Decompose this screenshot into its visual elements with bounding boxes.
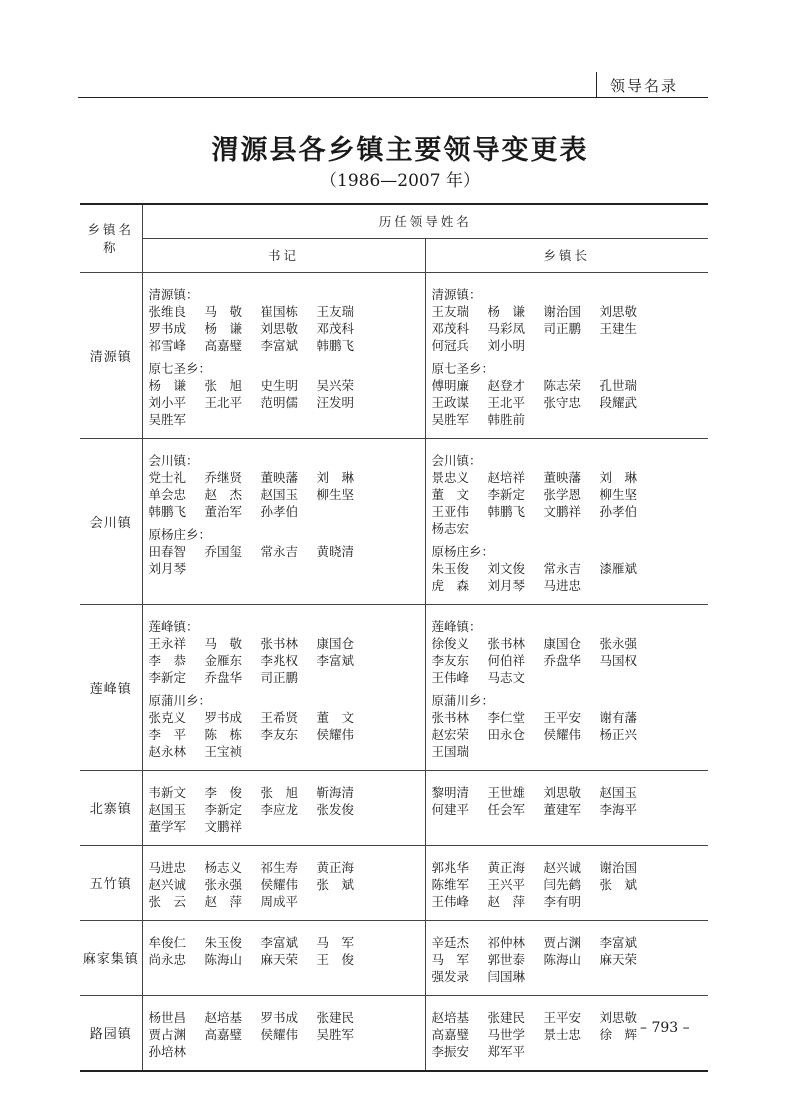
leader-name: 张 斌 xyxy=(316,876,355,892)
leader-name: 乔盘华 xyxy=(204,669,243,685)
leader-name: 高嘉璧 xyxy=(204,337,243,353)
leader-name: 闫国琳 xyxy=(487,968,526,984)
table-header-row xyxy=(80,204,708,238)
leader-name: 赵培基 xyxy=(204,1009,243,1025)
leader-name: 杨 谦 xyxy=(487,303,526,319)
leader-name: 刘小明 xyxy=(487,337,526,353)
leader-name: 张书林 xyxy=(431,709,470,725)
leader-name: 陈维军 xyxy=(431,876,470,892)
leader-name: 漆雁斌 xyxy=(599,560,638,576)
leader-name: 闫先鹤 xyxy=(543,876,582,892)
leader-name: 陈海山 xyxy=(543,951,582,967)
leader-name: 李 俊 xyxy=(204,784,243,800)
leader-name: 强发录 xyxy=(431,968,470,984)
name-list xyxy=(149,934,421,968)
leader-name: 王北平 xyxy=(487,394,526,410)
town-name: 五竹镇 xyxy=(80,845,142,920)
leader-name: 侯耀伟 xyxy=(543,726,582,742)
name-list xyxy=(149,1009,421,1060)
leader-name: 王友瑞 xyxy=(316,303,355,319)
leader-name: 董学军 xyxy=(148,818,187,834)
leader-name: 马 军 xyxy=(431,951,470,967)
town-name: 清源镇 xyxy=(80,272,142,438)
leader-name: 司正鹏 xyxy=(260,669,299,685)
mayor-cell xyxy=(425,604,708,770)
leader-name: 乔继贤 xyxy=(204,469,243,485)
leader-name: 王兴平 xyxy=(487,876,526,892)
leader-name: 傅明廉 xyxy=(431,377,470,393)
table-row xyxy=(80,770,708,845)
leader-name: 周成平 xyxy=(260,893,299,909)
name-group xyxy=(149,286,421,354)
leader-name: 赵永林 xyxy=(148,743,187,759)
name-list xyxy=(432,709,705,760)
leader-name: 王希贤 xyxy=(260,709,299,725)
leader-name: 黎明清 xyxy=(431,784,470,800)
leader-name: 王友瑞 xyxy=(431,303,470,319)
leader-name: 王伟峰 xyxy=(431,893,470,909)
name-group xyxy=(432,618,705,686)
name-group xyxy=(432,784,705,818)
leader-name: 单会忠 xyxy=(148,486,187,502)
mayor-cell xyxy=(425,438,708,604)
leader-name: 董映藩 xyxy=(260,469,299,485)
leader-name: 李新定 xyxy=(148,669,187,685)
leader-name: 赵兴诚 xyxy=(148,876,187,892)
leader-name: 张克义 xyxy=(148,709,187,725)
name-group xyxy=(432,452,705,537)
leader-name: 黄正海 xyxy=(316,859,355,875)
town-name: 路园镇 xyxy=(80,995,142,1071)
leader-name: 孙孝伯 xyxy=(599,503,638,519)
header-rule xyxy=(78,97,708,98)
leader-name: 马进忠 xyxy=(148,859,187,875)
leader-name: 康国仓 xyxy=(316,635,355,651)
leader-name: 谢有藩 xyxy=(599,709,638,725)
town-col-header: 乡镇名称 xyxy=(80,204,142,272)
name-list xyxy=(149,784,421,835)
leader-name: 刘思敬 xyxy=(599,303,638,319)
leader-name: 张永强 xyxy=(204,876,243,892)
name-list xyxy=(149,859,421,910)
name-list xyxy=(149,377,421,428)
leader-name: 邓茂科 xyxy=(431,320,470,336)
leader-name: 杨 谦 xyxy=(148,377,187,393)
leader-name: 郑军平 xyxy=(487,1043,526,1059)
leader-name: 李新定 xyxy=(204,801,243,817)
leader-name: 李富斌 xyxy=(316,652,355,668)
leader-name: 文鹏祥 xyxy=(543,503,582,519)
leader-name: 董 文 xyxy=(316,709,355,725)
table-row xyxy=(80,845,708,920)
leader-name: 吴胜军 xyxy=(316,1026,355,1042)
leader-name: 马 敬 xyxy=(204,303,243,319)
secretary-cell xyxy=(142,438,425,604)
leader-name: 罗书成 xyxy=(204,709,243,725)
leader-name: 李有明 xyxy=(543,893,582,909)
leader-name: 李富斌 xyxy=(599,934,638,950)
leader-name: 马 敬 xyxy=(204,635,243,651)
leader-name: 侯耀伟 xyxy=(316,726,355,742)
leader-name: 刘思敬 xyxy=(543,784,582,800)
leader-name: 张维良 xyxy=(148,303,187,319)
leader-name: 张 旭 xyxy=(204,377,243,393)
leader-name: 党士礼 xyxy=(148,469,187,485)
leader-name: 辛廷杰 xyxy=(431,934,470,950)
name-list xyxy=(432,934,705,985)
location-label: 原杨庄乡： xyxy=(431,543,495,559)
leader-name: 麻天荣 xyxy=(260,951,299,967)
leader-name: 王宝祯 xyxy=(204,743,243,759)
leader-name: 刘小平 xyxy=(148,394,187,410)
leader-name: 王平安 xyxy=(543,709,582,725)
town-name: 莲峰镇 xyxy=(80,604,142,770)
leader-name: 乔盘华 xyxy=(543,652,582,668)
leader-name: 赵培祥 xyxy=(487,469,526,485)
leader-name: 赵培基 xyxy=(431,1009,470,1025)
location-label: 莲峰镇： xyxy=(431,618,482,634)
page-number: – 793 – xyxy=(640,1020,690,1036)
name-list xyxy=(432,469,705,537)
page-title: 渭源县各乡镇主要领导变更表 xyxy=(211,135,589,166)
table-row xyxy=(80,438,708,604)
leader-name: 赵兴诚 xyxy=(543,859,582,875)
name-list xyxy=(432,560,705,594)
location-label: 清源镇： xyxy=(148,286,199,302)
leader-name: 韩鹏飞 xyxy=(487,503,526,519)
leader-name: 高嘉璧 xyxy=(431,1026,470,1042)
secretary-col-header: 书记 xyxy=(142,238,425,272)
leader-name: 李 恭 xyxy=(148,652,187,668)
leader-name: 李兆权 xyxy=(260,652,299,668)
leader-name: 杨 谦 xyxy=(204,320,243,336)
location-label: 会川镇： xyxy=(431,452,482,468)
leader-name: 董 文 xyxy=(431,486,470,502)
name-list xyxy=(432,859,705,910)
leader-name: 王亚伟 xyxy=(431,503,470,519)
leader-name: 李富斌 xyxy=(260,934,299,950)
leader-name: 高嘉璧 xyxy=(204,1026,243,1042)
leader-name: 麻天荣 xyxy=(599,951,638,967)
page-subtitle: （1986—2007 年） xyxy=(320,171,480,191)
leader-name: 吴胜军 xyxy=(148,411,187,427)
leader-name: 祁仲林 xyxy=(487,934,526,950)
secretary-cell xyxy=(142,920,425,995)
leader-name: 赵 杰 xyxy=(204,486,243,502)
leader-name: 张书林 xyxy=(260,635,299,651)
name-group xyxy=(432,543,705,594)
leader-name: 谢治国 xyxy=(599,859,638,875)
leader-name: 郭兆华 xyxy=(431,859,470,875)
leader-name: 刘月琴 xyxy=(148,560,187,576)
leader-name: 刘 琳 xyxy=(599,469,638,485)
leader-name: 司正鹏 xyxy=(543,320,582,336)
leader-name: 李振安 xyxy=(431,1043,470,1059)
leader-name: 黄正海 xyxy=(487,859,526,875)
name-group xyxy=(149,360,421,428)
leader-name: 侯耀伟 xyxy=(260,876,299,892)
leader-name: 景忠义 xyxy=(431,469,470,485)
name-group xyxy=(149,526,421,577)
table-row xyxy=(80,272,708,438)
name-group xyxy=(149,1009,421,1060)
leader-name: 任会军 xyxy=(487,801,526,817)
leader-name: 王 俊 xyxy=(316,951,355,967)
leader-name: 康国仓 xyxy=(543,635,582,651)
leader-name: 王平安 xyxy=(543,1009,582,1025)
leader-name: 徐 辉 xyxy=(599,1026,638,1042)
leader-name: 常永吉 xyxy=(543,560,582,576)
leader-name: 李仁堂 xyxy=(487,709,526,725)
leader-name: 杨世昌 xyxy=(148,1009,187,1025)
leader-name: 张建民 xyxy=(487,1009,526,1025)
secretary-cell xyxy=(142,845,425,920)
name-group xyxy=(149,618,421,686)
leader-name: 刘思敬 xyxy=(260,320,299,336)
leader-name: 王永祥 xyxy=(148,635,187,651)
leader-name: 朱玉俊 xyxy=(431,560,470,576)
leader-name: 董映藩 xyxy=(543,469,582,485)
leader-name: 赵国玉 xyxy=(260,486,299,502)
leader-name: 陈志荣 xyxy=(543,377,582,393)
location-label: 原蒲川乡： xyxy=(431,692,495,708)
leader-name: 马彩凤 xyxy=(487,320,526,336)
leader-name: 马志文 xyxy=(487,669,526,685)
leader-name: 张书林 xyxy=(487,635,526,651)
leader-name: 汪发明 xyxy=(316,394,355,410)
leader-name: 赵 萍 xyxy=(487,893,526,909)
leader-name: 张守忠 xyxy=(543,394,582,410)
leader-name: 张建民 xyxy=(316,1009,355,1025)
mayor-cell xyxy=(425,272,708,438)
name-group xyxy=(149,934,421,968)
location-label: 会川镇： xyxy=(148,452,199,468)
name-group xyxy=(149,859,421,910)
leader-name: 王政谋 xyxy=(431,394,470,410)
name-group xyxy=(432,934,705,985)
leader-name: 韩胜前 xyxy=(487,411,526,427)
leader-name: 马世学 xyxy=(487,1026,526,1042)
name-list xyxy=(432,635,705,686)
leader-name: 金雁东 xyxy=(204,652,243,668)
leader-name: 赵国玉 xyxy=(599,784,638,800)
leader-name: 尚永忠 xyxy=(148,951,187,967)
leader-name: 赵登才 xyxy=(487,377,526,393)
leader-name: 杨正兴 xyxy=(599,726,638,742)
location-label: 原蒲川乡： xyxy=(148,692,212,708)
leader-name: 赵 萍 xyxy=(204,893,243,909)
leader-name: 韩鹏飞 xyxy=(148,503,187,519)
leader-name: 李 平 xyxy=(148,726,187,742)
leader-name: 赵国玉 xyxy=(148,801,187,817)
leader-name: 常永吉 xyxy=(260,543,299,559)
name-list xyxy=(149,469,421,520)
name-list xyxy=(149,635,421,686)
leader-name: 贾占渊 xyxy=(148,1026,187,1042)
leader-name: 刘文俊 xyxy=(487,560,526,576)
leader-name: 韩鹏飞 xyxy=(316,337,355,353)
section-label: 领导名录 xyxy=(610,77,679,95)
name-group xyxy=(432,360,705,428)
mayor-cell xyxy=(425,845,708,920)
name-list xyxy=(432,303,705,354)
leader-name: 孙培林 xyxy=(148,1043,187,1059)
leader-name: 贾占渊 xyxy=(543,934,582,950)
leader-name: 李富斌 xyxy=(260,337,299,353)
leader-name: 张 斌 xyxy=(599,876,638,892)
leader-name: 吴胜军 xyxy=(431,411,470,427)
name-list xyxy=(432,377,705,428)
leader-name: 段耀武 xyxy=(599,394,638,410)
leader-name: 何伯祥 xyxy=(487,652,526,668)
leader-name: 何冠兵 xyxy=(431,337,470,353)
name-group xyxy=(149,452,421,520)
secretary-cell xyxy=(142,604,425,770)
leader-name: 李海平 xyxy=(599,801,638,817)
leader-name: 赵宏荣 xyxy=(431,726,470,742)
leader-name: 柳生坚 xyxy=(599,486,638,502)
leader-name: 吴兴荣 xyxy=(316,377,355,393)
leader-name: 崔国栋 xyxy=(260,303,299,319)
leader-name: 祁雪峰 xyxy=(148,337,187,353)
town-name: 北寨镇 xyxy=(80,770,142,845)
leader-name: 马进忠 xyxy=(543,577,582,593)
leader-name: 刘思敬 xyxy=(599,1009,638,1025)
leader-name: 黄晓清 xyxy=(316,543,355,559)
leader-name: 张 云 xyxy=(148,893,187,909)
leader-name: 虎 森 xyxy=(431,577,470,593)
location-label: 原杨庄乡： xyxy=(148,526,212,542)
leader-name: 史生明 xyxy=(260,377,299,393)
name-group xyxy=(432,286,705,354)
leader-name: 王北平 xyxy=(204,394,243,410)
leader-name: 孙孝伯 xyxy=(260,503,299,519)
leader-name: 张永强 xyxy=(599,635,638,651)
name-list xyxy=(432,784,705,818)
leader-name: 李友东 xyxy=(431,652,470,668)
leader-name: 刘月琴 xyxy=(487,577,526,593)
mayor-cell xyxy=(425,770,708,845)
leader-name: 侯耀伟 xyxy=(260,1026,299,1042)
table-subheader-row xyxy=(80,238,708,272)
leader-name: 乔国玺 xyxy=(204,543,243,559)
leader-name: 董建军 xyxy=(543,801,582,817)
leader-name: 田永仓 xyxy=(487,726,526,742)
leader-name: 韦新文 xyxy=(148,784,187,800)
leaders-table xyxy=(80,203,708,1072)
leader-name: 田春智 xyxy=(148,543,187,559)
name-group xyxy=(149,784,421,835)
leader-name: 张发俊 xyxy=(316,801,355,817)
leaders-col-header: 历任领导姓名 xyxy=(142,204,708,238)
leader-name: 景士忠 xyxy=(543,1026,582,1042)
leader-name: 李新定 xyxy=(487,486,526,502)
leader-name: 杨志义 xyxy=(204,859,243,875)
leader-name: 邓茂科 xyxy=(316,320,355,336)
leader-name: 王建生 xyxy=(599,320,638,336)
table-row xyxy=(80,995,708,1071)
location-label: 莲峰镇： xyxy=(148,618,199,634)
leader-name: 张学恩 xyxy=(543,486,582,502)
mayor-col-header: 乡镇长 xyxy=(425,238,708,272)
name-list xyxy=(149,709,421,760)
table-row xyxy=(80,604,708,770)
leader-name: 朱玉俊 xyxy=(204,934,243,950)
leader-name: 王世雄 xyxy=(487,784,526,800)
leader-name: 董治军 xyxy=(204,503,243,519)
leader-name: 祁生寿 xyxy=(260,859,299,875)
leader-name: 李应龙 xyxy=(260,801,299,817)
leader-name: 马 军 xyxy=(316,934,355,950)
leader-name: 陈 栋 xyxy=(204,726,243,742)
leader-name: 柳生坚 xyxy=(316,486,355,502)
secretary-cell xyxy=(142,272,425,438)
town-name: 会川镇 xyxy=(80,438,142,604)
town-name: 麻家集镇 xyxy=(80,920,142,995)
leader-name: 靳海清 xyxy=(316,784,355,800)
leader-name: 谢治国 xyxy=(543,303,582,319)
leader-name: 马国权 xyxy=(599,652,638,668)
leader-name: 罗书成 xyxy=(148,320,187,336)
leader-name: 郭世泰 xyxy=(487,951,526,967)
leader-name: 王伟峰 xyxy=(431,669,470,685)
leader-name: 王国瑞 xyxy=(431,743,470,759)
name-group xyxy=(432,692,705,760)
name-list xyxy=(149,303,421,354)
leader-name: 陈海山 xyxy=(204,951,243,967)
leader-name: 文鹏祥 xyxy=(204,818,243,834)
secretary-cell xyxy=(142,995,425,1071)
secretary-cell xyxy=(142,770,425,845)
leader-name: 范明儒 xyxy=(260,394,299,410)
name-group xyxy=(432,859,705,910)
location-label: 原七圣乡： xyxy=(148,360,212,376)
leader-name: 何建平 xyxy=(431,801,470,817)
leader-name: 张 旭 xyxy=(260,784,299,800)
location-label: 原七圣乡： xyxy=(431,360,495,376)
mayor-cell xyxy=(425,920,708,995)
leader-name: 杨志宏 xyxy=(431,520,470,536)
name-list xyxy=(149,543,421,577)
leader-name: 罗书成 xyxy=(260,1009,299,1025)
leader-name: 孔世瑞 xyxy=(599,377,638,393)
leader-name: 牟俊仁 xyxy=(148,934,187,950)
table-row xyxy=(80,920,708,995)
leader-name: 李友东 xyxy=(260,726,299,742)
name-group xyxy=(149,692,421,760)
leader-name: 徐俊义 xyxy=(431,635,470,651)
leader-name: 刘 琳 xyxy=(316,469,355,485)
location-label: 清源镇： xyxy=(431,286,482,302)
